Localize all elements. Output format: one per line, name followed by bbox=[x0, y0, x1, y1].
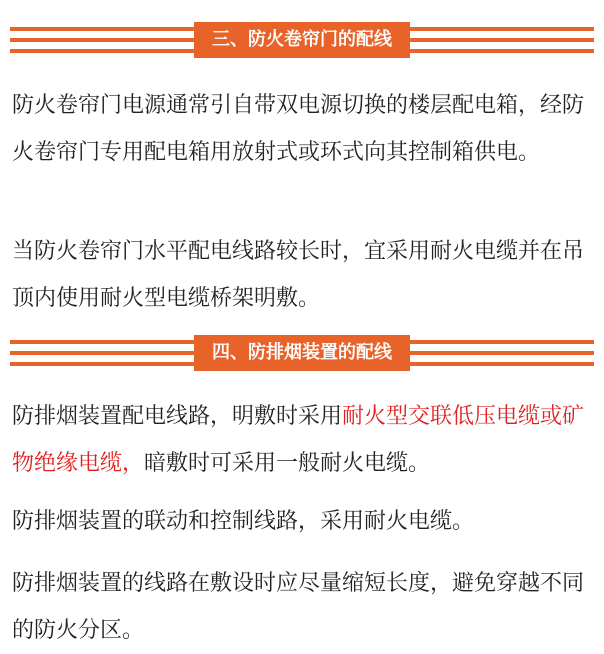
section-3-paragraph-2: 当防火卷帘门水平配电线路较长时，宜采用耐火电缆并在吊顶内使用耐火型电缆桥架明敷。 bbox=[12, 239, 585, 311]
section-3-header bbox=[0, 22, 604, 58]
section-3-paragraph-1: 防火卷帘门电源通常引自带双电源切换的楼层配电箱，经防火卷帘门专用配电箱用放射式或环式向其控制箱供电。 bbox=[12, 93, 585, 165]
section-4-paragraph-1 bbox=[12, 393, 594, 487]
paragraph-text: 防排烟装置配电线路，明敷时采用 bbox=[12, 404, 343, 429]
paragraph-text: 暗敷时可采用一般耐火电缆。 bbox=[144, 451, 431, 476]
section-4-header bbox=[0, 335, 604, 371]
section-3-title: 三、防火卷帘门的配线 bbox=[194, 22, 410, 58]
section-4-paragraph-2: 防排烟装置的联动和控制线路，采用耐火电缆。 bbox=[12, 509, 475, 534]
highlighted-text: 耐火型交联低压电缆或矿物绝缘电缆， bbox=[12, 404, 585, 476]
section-4-title: 四、防排烟装置的配线 bbox=[194, 335, 410, 371]
section-4-paragraph-3: 防排烟装置的线路在敷设时应尽量缩短长度，避免穿越不同的防火分区。 bbox=[12, 571, 585, 643]
